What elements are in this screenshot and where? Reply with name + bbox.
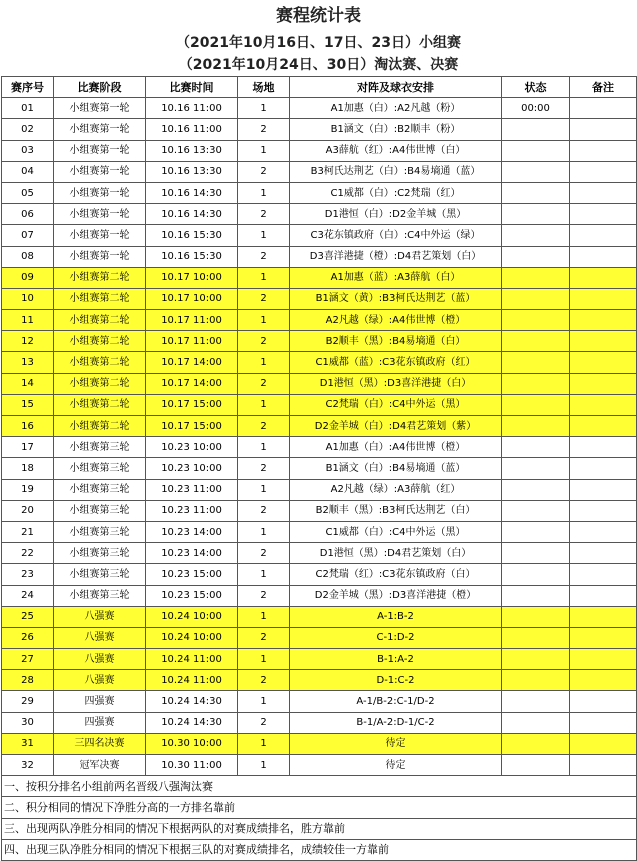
remark-cell <box>570 140 637 161</box>
time-cell: 10.23 15:00 <box>146 585 238 606</box>
status-cell <box>502 288 570 309</box>
time-cell: 10.17 10:00 <box>146 288 238 309</box>
venue-cell: 1 <box>238 521 290 542</box>
table-row <box>2 585 637 606</box>
stage-cell: 小组赛第一轮 <box>54 246 146 267</box>
status-cell <box>502 140 570 161</box>
stage-cell: 小组赛第二轮 <box>54 310 146 331</box>
time-cell: 10.23 10:00 <box>146 458 238 479</box>
schedule-table <box>1 76 637 861</box>
match-no-cell: 08 <box>2 246 54 267</box>
time-cell: 10.24 14:30 <box>146 712 238 733</box>
venue-cell: 2 <box>238 627 290 648</box>
status-cell <box>502 182 570 203</box>
remark-cell <box>570 225 637 246</box>
venue-cell: 1 <box>238 733 290 754</box>
remark-cell <box>570 543 637 564</box>
subtitle-group-stage: （2021年10月16日、17日、23日）小组赛 <box>176 35 461 51</box>
venue-cell: 1 <box>238 437 290 458</box>
status-cell <box>502 437 570 458</box>
time-cell: 10.24 10:00 <box>146 627 238 648</box>
matchup-cell: A-1/B-2:C-1/D-2 <box>290 691 502 712</box>
matchup-cell: A2凡越（绿）:A4伟世博（橙） <box>290 310 502 331</box>
status-cell <box>502 331 570 352</box>
remark-cell <box>570 564 637 585</box>
status-cell <box>502 246 570 267</box>
table-row <box>2 394 637 415</box>
stage-cell: 小组赛第三轮 <box>54 585 146 606</box>
remark-cell <box>570 755 637 776</box>
matchup-cell: A1加惠（白）:A2凡越（粉） <box>290 98 502 119</box>
time-cell: 10.23 10:00 <box>146 437 238 458</box>
time-cell: 10.23 14:00 <box>146 543 238 564</box>
match-no-cell: 15 <box>2 394 54 415</box>
time-cell: 10.24 14:30 <box>146 691 238 712</box>
table-row <box>2 352 637 373</box>
remark-cell <box>570 416 637 437</box>
remark-cell <box>570 288 637 309</box>
matchup-cell: B2顺丰（黑）:B4易墒通（白） <box>290 331 502 352</box>
remark-cell <box>570 98 637 119</box>
venue-cell: 2 <box>238 500 290 521</box>
remark-cell <box>570 352 637 373</box>
time-cell: 10.17 14:00 <box>146 373 238 394</box>
status-cell <box>502 310 570 331</box>
status-cell <box>502 394 570 415</box>
stage-cell: 小组赛第三轮 <box>54 479 146 500</box>
venue-cell: 1 <box>238 394 290 415</box>
match-no-cell: 31 <box>2 733 54 754</box>
status-cell <box>502 627 570 648</box>
stage-cell: 小组赛第一轮 <box>54 161 146 182</box>
remark-cell <box>570 458 637 479</box>
table-row <box>2 416 637 437</box>
stage-cell: 小组赛第三轮 <box>54 458 146 479</box>
rule-note: 二、积分相同的情况下净胜分高的一方排名靠前 <box>2 797 637 818</box>
venue-cell: 1 <box>238 140 290 161</box>
matchup-cell: D2金羊城（白）:D4君艺策划（紫） <box>290 416 502 437</box>
status-cell <box>502 649 570 670</box>
matchup-cell: D1港恒（白）:D2金羊城（黑） <box>290 204 502 225</box>
status-cell <box>502 521 570 542</box>
header-stage: 比赛阶段 <box>54 77 146 98</box>
venue-cell: 2 <box>238 416 290 437</box>
matchup-cell: A1加惠（白）:A4伟世博（橙） <box>290 437 502 458</box>
table-row <box>2 437 637 458</box>
status-cell <box>502 755 570 776</box>
matchup-cell: A1加惠（蓝）:A3薛航（白） <box>290 267 502 288</box>
header-status: 状态 <box>502 77 570 98</box>
table-row <box>2 267 637 288</box>
remark-cell <box>570 585 637 606</box>
venue-cell: 1 <box>238 225 290 246</box>
stage-cell: 小组赛第三轮 <box>54 543 146 564</box>
stage-cell: 小组赛第二轮 <box>54 373 146 394</box>
stage-cell: 八强赛 <box>54 670 146 691</box>
stage-cell: 小组赛第三轮 <box>54 500 146 521</box>
stage-cell: 小组赛第一轮 <box>54 119 146 140</box>
stage-cell: 小组赛第三轮 <box>54 564 146 585</box>
venue-cell: 2 <box>238 585 290 606</box>
remark-cell <box>570 437 637 458</box>
matchup-cell: D1港恒（黑）:D4君艺策划（白） <box>290 543 502 564</box>
match-no-cell: 20 <box>2 500 54 521</box>
venue-cell: 1 <box>238 564 290 585</box>
time-cell: 10.30 10:00 <box>146 733 238 754</box>
time-cell: 10.16 13:30 <box>146 161 238 182</box>
stage-cell: 三四名决赛 <box>54 733 146 754</box>
match-no-cell: 13 <box>2 352 54 373</box>
stage-cell: 小组赛第二轮 <box>54 288 146 309</box>
remark-cell <box>570 733 637 754</box>
stage-cell: 小组赛第一轮 <box>54 98 146 119</box>
stage-cell: 小组赛第一轮 <box>54 140 146 161</box>
match-no-cell: 30 <box>2 712 54 733</box>
match-no-cell: 16 <box>2 416 54 437</box>
table-row <box>2 310 637 331</box>
table-row <box>2 373 637 394</box>
match-no-cell: 06 <box>2 204 54 225</box>
table-row <box>2 670 637 691</box>
time-cell: 10.24 11:00 <box>146 670 238 691</box>
stage-cell: 八强赛 <box>54 606 146 627</box>
time-cell: 10.23 11:00 <box>146 500 238 521</box>
table-row <box>2 458 637 479</box>
stage-cell: 小组赛第一轮 <box>54 182 146 203</box>
status-cell <box>502 458 570 479</box>
status-cell <box>502 733 570 754</box>
header-time: 比赛时间 <box>146 77 238 98</box>
time-cell: 10.23 11:00 <box>146 479 238 500</box>
time-cell: 10.17 15:00 <box>146 416 238 437</box>
match-no-cell: 14 <box>2 373 54 394</box>
matchup-cell: C3花东镇政府（白）:C4中外运（绿） <box>290 225 502 246</box>
remark-cell <box>570 521 637 542</box>
venue-cell: 2 <box>238 712 290 733</box>
status-cell <box>502 225 570 246</box>
matchup-cell: A3薛航（红）:A4伟世博（白） <box>290 140 502 161</box>
time-cell: 10.16 11:00 <box>146 119 238 140</box>
note-row <box>2 776 637 797</box>
venue-cell: 1 <box>238 98 290 119</box>
match-no-cell: 21 <box>2 521 54 542</box>
match-no-cell: 28 <box>2 670 54 691</box>
header-venue: 场地 <box>238 77 290 98</box>
remark-cell <box>570 310 637 331</box>
status-cell <box>502 161 570 182</box>
subtitle-knockout: （2021年10月24日、30日）淘汰赛、决赛 <box>178 57 459 73</box>
stage-cell: 小组赛第二轮 <box>54 267 146 288</box>
matchup-cell: C1威都（白）:C4中外运（黑） <box>290 521 502 542</box>
status-cell <box>502 416 570 437</box>
page-title: 赛程统计表 <box>276 6 361 26</box>
matchup-cell: D-1:C-2 <box>290 670 502 691</box>
venue-cell: 1 <box>238 606 290 627</box>
venue-cell: 2 <box>238 246 290 267</box>
venue-cell: 1 <box>238 267 290 288</box>
venue-cell: 1 <box>238 310 290 331</box>
table-row <box>2 500 637 521</box>
matchup-cell: A2凡越（绿）:A3薛航（红） <box>290 479 502 500</box>
rule-note: 四、出现三队净胜分相同的情况下根据三队的对赛成绩排名，成绩较佳一方靠前 <box>2 839 637 860</box>
match-no-cell: 04 <box>2 161 54 182</box>
stage-cell: 小组赛第二轮 <box>54 331 146 352</box>
venue-cell: 2 <box>238 161 290 182</box>
remark-cell <box>570 267 637 288</box>
time-cell: 10.17 10:00 <box>146 267 238 288</box>
stage-cell: 四强赛 <box>54 712 146 733</box>
stage-cell: 小组赛第二轮 <box>54 416 146 437</box>
status-cell <box>502 500 570 521</box>
table-row <box>2 543 637 564</box>
stage-cell: 四强赛 <box>54 691 146 712</box>
table-row <box>2 649 637 670</box>
venue-cell: 1 <box>238 691 290 712</box>
note-row <box>2 797 637 818</box>
time-cell: 10.16 15:30 <box>146 225 238 246</box>
table-header-row <box>2 77 637 98</box>
time-cell: 10.17 11:00 <box>146 331 238 352</box>
table-row <box>2 521 637 542</box>
match-no-cell: 09 <box>2 267 54 288</box>
match-no-cell: 07 <box>2 225 54 246</box>
status-cell <box>502 479 570 500</box>
remark-cell <box>570 204 637 225</box>
venue-cell: 1 <box>238 479 290 500</box>
match-no-cell: 11 <box>2 310 54 331</box>
header-remark: 备注 <box>570 77 637 98</box>
venue-cell: 1 <box>238 755 290 776</box>
matchup-cell: D3喜洋港捷（橙）:D4君艺策划（白） <box>290 246 502 267</box>
matchup-cell: B1涵文（白）:B2顺丰（粉） <box>290 119 502 140</box>
status-cell <box>502 564 570 585</box>
table-row <box>2 331 637 352</box>
matchup-cell: 待定 <box>290 755 502 776</box>
venue-cell: 2 <box>238 670 290 691</box>
remark-cell <box>570 712 637 733</box>
matchup-cell: B-1:A-2 <box>290 649 502 670</box>
table-row <box>2 225 637 246</box>
rule-note: 一、按积分排名小组前两名晋级八强淘汰赛 <box>2 776 637 797</box>
time-cell: 10.16 14:30 <box>146 182 238 203</box>
remark-cell <box>570 119 637 140</box>
table-row <box>2 691 637 712</box>
table-row <box>2 98 637 119</box>
remark-cell <box>570 627 637 648</box>
stage-cell: 冠军决赛 <box>54 755 146 776</box>
table-row <box>2 564 637 585</box>
note-row <box>2 839 637 860</box>
match-no-cell: 23 <box>2 564 54 585</box>
status-cell <box>502 670 570 691</box>
remark-cell <box>570 670 637 691</box>
match-no-cell: 29 <box>2 691 54 712</box>
header-matchup: 对阵及球衣安排 <box>290 77 502 98</box>
table-row <box>2 288 637 309</box>
match-no-cell: 24 <box>2 585 54 606</box>
venue-cell: 2 <box>238 119 290 140</box>
match-no-cell: 18 <box>2 458 54 479</box>
status-cell <box>502 373 570 394</box>
status-cell <box>502 267 570 288</box>
matchup-cell: C2梵瑞（白）:C4中外运（黑） <box>290 394 502 415</box>
stage-cell: 小组赛第二轮 <box>54 352 146 373</box>
matchup-cell: B-1/A-2:D-1/C-2 <box>290 712 502 733</box>
venue-cell: 1 <box>238 352 290 373</box>
time-cell: 10.16 15:30 <box>146 246 238 267</box>
matchup-cell: D2金羊城（黑）:D3喜洋港捷（橙） <box>290 585 502 606</box>
stage-cell: 八强赛 <box>54 627 146 648</box>
match-no-cell: 19 <box>2 479 54 500</box>
stage-cell: 小组赛第一轮 <box>54 204 146 225</box>
status-cell <box>502 204 570 225</box>
status-cell <box>502 712 570 733</box>
match-no-cell: 02 <box>2 119 54 140</box>
matchup-cell: C2梵瑞（红）:C3花东镇政府（白） <box>290 564 502 585</box>
matchup-cell: B1涵文（黄）:B3柯氏达荆艺（蓝） <box>290 288 502 309</box>
rule-note: 三、出现两队净胜分相同的情况下根据两队的对赛成绩排名，胜方靠前 <box>2 818 637 839</box>
matchup-cell: B3柯氏达荆艺（白）:B4易墒通（蓝） <box>290 161 502 182</box>
table-row <box>2 479 637 500</box>
remark-cell <box>570 649 637 670</box>
remark-cell <box>570 246 637 267</box>
status-cell <box>502 543 570 564</box>
match-no-cell: 32 <box>2 755 54 776</box>
status-cell <box>502 606 570 627</box>
remark-cell <box>570 479 637 500</box>
venue-cell: 2 <box>238 373 290 394</box>
table-row <box>2 246 637 267</box>
remark-cell <box>570 500 637 521</box>
remark-cell <box>570 606 637 627</box>
venue-cell: 2 <box>238 458 290 479</box>
stage-cell: 小组赛第三轮 <box>54 437 146 458</box>
time-cell: 10.30 11:00 <box>146 755 238 776</box>
remark-cell <box>570 373 637 394</box>
time-cell: 10.16 14:30 <box>146 204 238 225</box>
venue-cell: 1 <box>238 182 290 203</box>
table-row <box>2 119 637 140</box>
table-row <box>2 606 637 627</box>
time-cell: 10.24 10:00 <box>146 606 238 627</box>
table-row <box>2 182 637 203</box>
status-cell: 00:00 <box>502 98 570 119</box>
venue-cell: 2 <box>238 204 290 225</box>
header-match-no: 赛序号 <box>2 77 54 98</box>
matchup-cell: D1港恒（黑）:D3喜洋港捷（白） <box>290 373 502 394</box>
remark-cell <box>570 331 637 352</box>
match-no-cell: 25 <box>2 606 54 627</box>
stage-cell: 小组赛第一轮 <box>54 225 146 246</box>
matchup-cell: A-1:B-2 <box>290 606 502 627</box>
table-row <box>2 204 637 225</box>
match-no-cell: 17 <box>2 437 54 458</box>
time-cell: 10.16 13:30 <box>146 140 238 161</box>
time-cell: 10.17 15:00 <box>146 394 238 415</box>
note-row <box>2 818 637 839</box>
stage-cell: 八强赛 <box>54 649 146 670</box>
match-no-cell: 05 <box>2 182 54 203</box>
status-cell <box>502 691 570 712</box>
venue-cell: 2 <box>238 288 290 309</box>
table-row <box>2 712 637 733</box>
remark-cell <box>570 161 637 182</box>
table-row <box>2 755 637 776</box>
time-cell: 10.23 15:00 <box>146 564 238 585</box>
venue-cell: 2 <box>238 543 290 564</box>
matchup-cell: 待定 <box>290 733 502 754</box>
time-cell: 10.16 11:00 <box>146 98 238 119</box>
matchup-cell: B2顺丰（黑）:B3柯氏达荆艺（白） <box>290 500 502 521</box>
match-no-cell: 03 <box>2 140 54 161</box>
matchup-cell: C1威都（蓝）:C3花东镇政府（红） <box>290 352 502 373</box>
venue-cell: 1 <box>238 649 290 670</box>
time-cell: 10.17 14:00 <box>146 352 238 373</box>
match-no-cell: 22 <box>2 543 54 564</box>
time-cell: 10.23 14:00 <box>146 521 238 542</box>
status-cell <box>502 585 570 606</box>
venue-cell: 2 <box>238 331 290 352</box>
matchup-cell: B1涵文（白）:B4易墒通（蓝） <box>290 458 502 479</box>
remark-cell <box>570 394 637 415</box>
match-no-cell: 10 <box>2 288 54 309</box>
time-cell: 10.17 11:00 <box>146 310 238 331</box>
stage-cell: 小组赛第二轮 <box>54 394 146 415</box>
table-row <box>2 140 637 161</box>
match-no-cell: 01 <box>2 98 54 119</box>
table-row <box>2 733 637 754</box>
match-no-cell: 26 <box>2 627 54 648</box>
table-row <box>2 627 637 648</box>
matchup-cell: C-1:D-2 <box>290 627 502 648</box>
table-row <box>2 161 637 182</box>
matchup-cell: C1威都（白）:C2梵瑞（红） <box>290 182 502 203</box>
status-cell <box>502 119 570 140</box>
time-cell: 10.24 11:00 <box>146 649 238 670</box>
remark-cell <box>570 182 637 203</box>
status-cell <box>502 352 570 373</box>
stage-cell: 小组赛第三轮 <box>54 521 146 542</box>
match-no-cell: 27 <box>2 649 54 670</box>
match-no-cell: 12 <box>2 331 54 352</box>
remark-cell <box>570 691 637 712</box>
